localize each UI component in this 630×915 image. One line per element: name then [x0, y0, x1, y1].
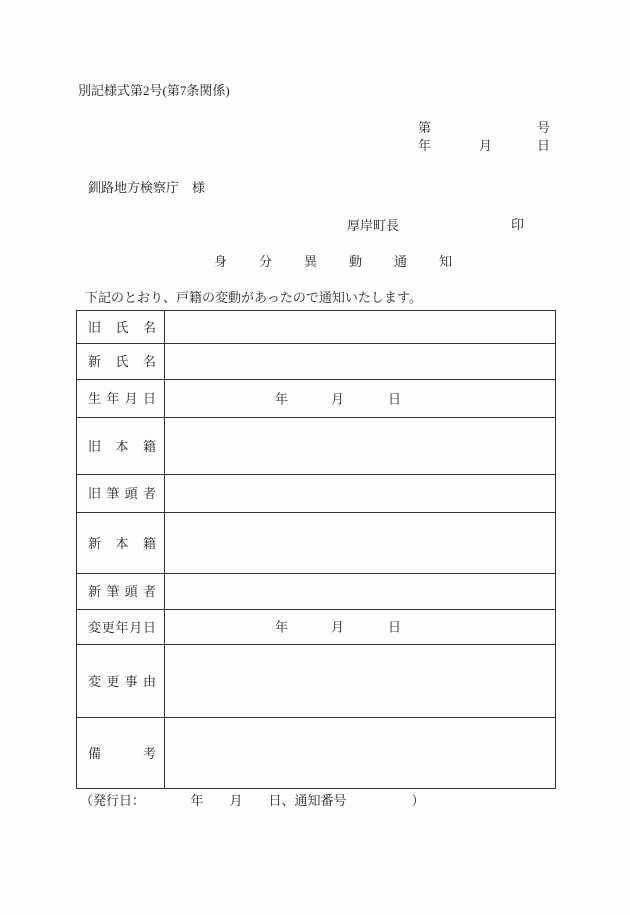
row-label: 旧 氏 名 — [77, 311, 165, 343]
date-year-placeholder: 年 — [275, 391, 289, 406]
row-label: 備 考 — [77, 718, 165, 788]
footer-note: （発行日： 年 月 日、通知番号 ） — [80, 793, 425, 808]
row-value — [165, 418, 555, 474]
issue-date-month-label: 月 — [479, 138, 493, 153]
row-label: 新 氏 名 — [77, 344, 165, 379]
row-label: 生 年 月 日 — [77, 380, 165, 417]
date-day-placeholder: 日 — [388, 619, 402, 635]
table-row-old-domicile — [77, 417, 555, 474]
issue-date-year-label: 年 — [418, 138, 432, 153]
row-value — [165, 513, 555, 573]
row-value — [165, 380, 555, 417]
document-title: 身分異動通知 — [214, 254, 485, 269]
document-number-prefix: 第 — [418, 120, 432, 135]
row-value — [165, 475, 555, 512]
issuer-title: 厚岸町長 — [347, 218, 400, 233]
document-number-suffix: 号 — [537, 120, 551, 135]
date-month-placeholder: 月 — [331, 619, 345, 635]
row-value — [165, 645, 555, 717]
table-row-old-name — [77, 311, 555, 343]
row-value — [165, 718, 555, 788]
form-reference: 別記様式第2号(第7条関係) — [78, 83, 230, 98]
table-row-new-head-of-family — [77, 573, 555, 609]
date-month-placeholder: 月 — [331, 391, 345, 406]
recipient-line: 釧路地方検察庁 様 — [88, 180, 206, 195]
table-row-old-head-of-family — [77, 474, 555, 512]
date-day-placeholder: 日 — [388, 391, 402, 406]
table-row-new-name — [77, 343, 555, 379]
row-value — [165, 610, 555, 644]
row-label: 変 更 事 由 — [77, 645, 165, 717]
row-label: 新 本 籍 — [77, 513, 165, 573]
intro-text: 下記のとおり、戸籍の変動があったので通知いたします。 — [85, 290, 422, 305]
seal-placeholder: 印 — [511, 217, 525, 232]
row-value — [165, 311, 555, 343]
row-label: 旧 筆 頭 者 — [77, 475, 165, 512]
row-label: 旧 本 籍 — [77, 418, 165, 474]
row-value — [165, 574, 555, 609]
table-row-change-date — [77, 609, 555, 644]
row-value — [165, 344, 555, 379]
table-row-change-reason — [77, 644, 555, 717]
table-row-remarks — [77, 717, 555, 788]
row-label: 変 更 年 月 日 — [77, 610, 165, 644]
table-row-new-domicile — [77, 512, 555, 573]
table-row-birth-date — [77, 379, 555, 417]
row-label: 新 筆 頭 者 — [77, 574, 165, 609]
notification-table — [76, 310, 556, 789]
issue-date-day-label: 日 — [537, 138, 551, 153]
date-year-placeholder: 年 — [275, 619, 289, 635]
